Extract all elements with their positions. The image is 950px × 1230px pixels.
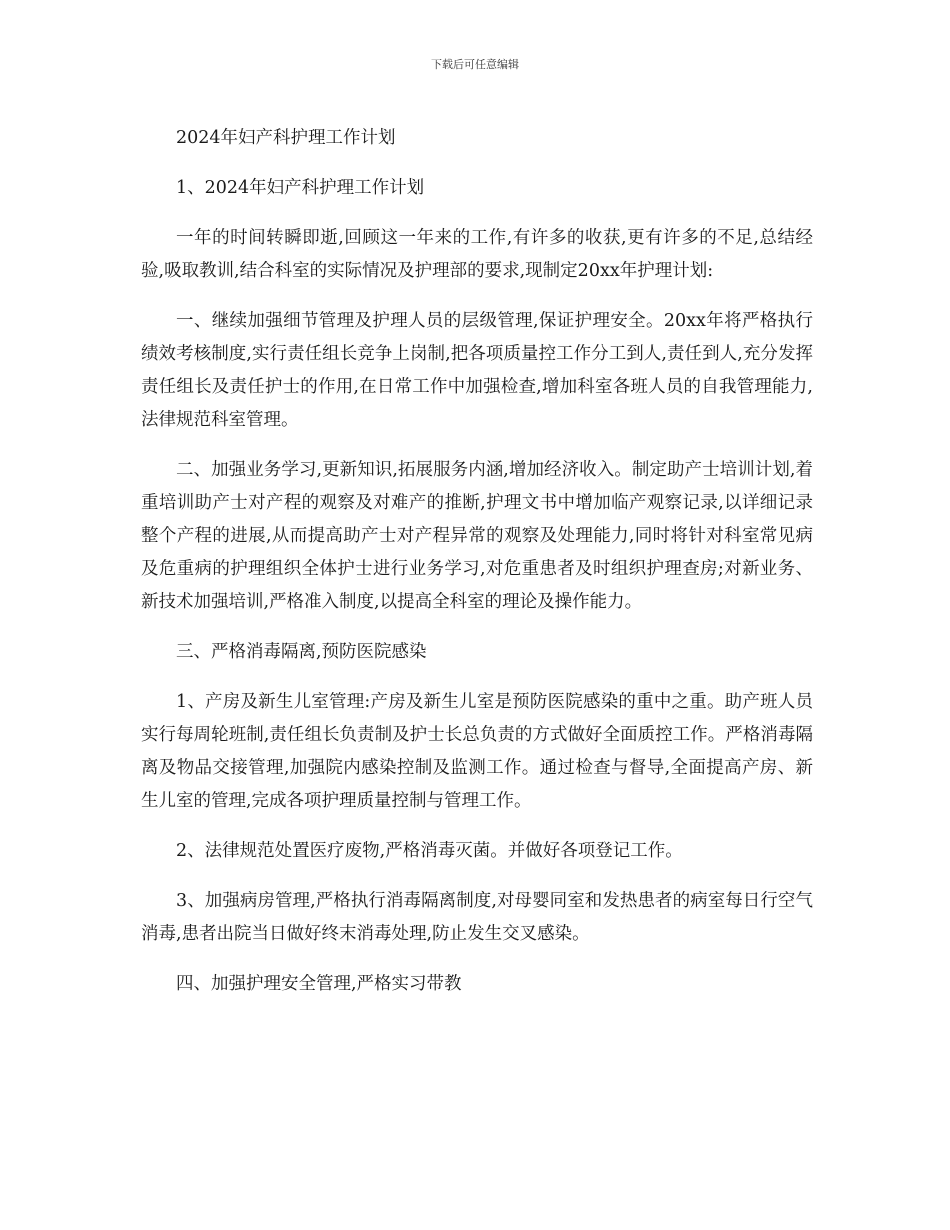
paragraph-item-3-1: 1、产房及新生儿室管理:产房及新生儿室是预防医院感染的重中之重。助产班人员实行每周轮班制,责任组长负责制及护士长总负责的方式做好全面质控工作。严格消毒隔离及物品交接管理,加强院内感染控制及监测工作。通过检查与督导,全面提高产房、新生儿室的管理,完成各项护理质量控制与管理工作。 <box>141 692 813 811</box>
paragraph-intro: 一年的时间转瞬即逝,回顾这一年来的工作,有许多的收获,更有许多的不足,总结经验,吸取教训,结合科室的实际情况及护理部的要求,现制定20xx年护理计划: <box>141 228 813 281</box>
section-heading-3: 三、严格消毒隔离,预防医院感染 <box>176 642 427 662</box>
document-body <box>141 122 813 1018</box>
page-header-note: 下载后可任意编辑 <box>431 58 519 71</box>
document-title: 2024年妇产科护理工作计划 <box>176 128 396 148</box>
document-subtitle: 1、2024年妇产科护理工作计划 <box>176 178 425 198</box>
paragraph-section-1: 一、继续加强细节管理及护理人员的层级管理,保证护理安全。20xx年将严格执行绩效考核制度,实行责任组长竞争上岗制,把各项质量控工作分工到人,责任到人,充分发挥责任组长及责任护士的作用,在日常工作中加强检查,增加科室各班人员的自我管理能力,法律规范科室管理。 <box>141 311 813 430</box>
section-heading-4: 四、加强护理安全管理,严格实习带教 <box>176 974 462 994</box>
paragraph-section-2: 二、加强业务学习,更新知识,拓展服务内涵,增加经济收入。制定助产士培训计划,着重培训助产士对产程的观察及对难产的推断,护理文书中增加临产观察记录,以详细记录整个产程的进展,从而提高助产士对产程异常的观察及处理能力,同时将针对科室常见病及危重病的护理组织全体护士进行业务学习,对危重患者及时组织护理查房;对新业务、新技术加强培训,严格准入制度,以提高全科室的理论及操作能力。 <box>141 460 813 612</box>
paragraph-item-3-3: 3、加强病房管理,严格执行消毒隔离制度,对母婴同室和发热患者的病室每日行空气消毒,患者出院当日做好终末消毒处理,防止发生交叉感染。 <box>141 891 813 944</box>
paragraph-item-3-2: 2、法律规范处置医疗废物,严格消毒灭菌。并做好各项登记工作。 <box>176 841 683 861</box>
